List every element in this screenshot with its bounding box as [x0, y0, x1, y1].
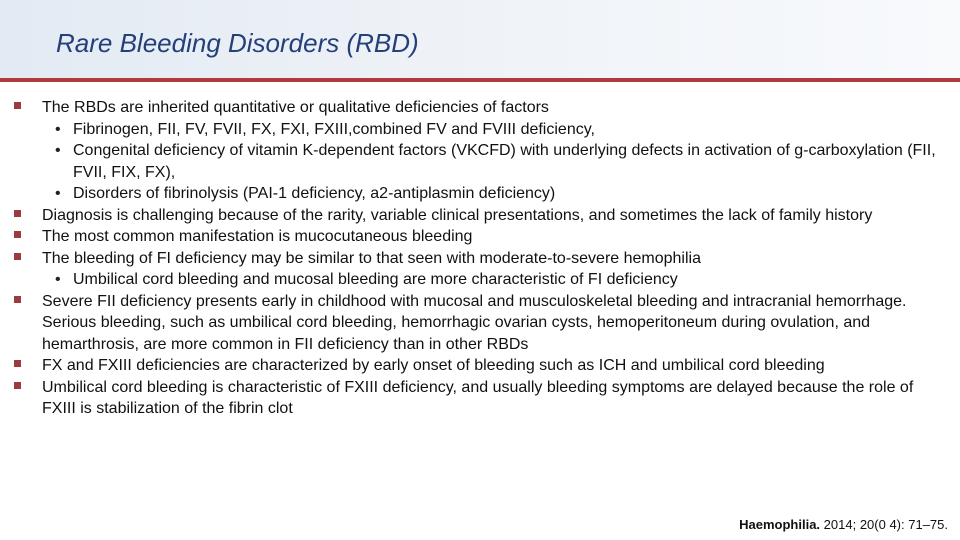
- square-bullet-icon: [14, 231, 21, 238]
- bullet-item: [14, 205, 949, 227]
- bullet-text: Umbilical cord bleeding is characteristic of FXIII deficiency, and usually bleeding symptoms are delayed because the role of FXIII is stabilization of the fibrin clot: [42, 378, 914, 417]
- sub-bullet-text: Disorders of fibrinolysis (PAI-1 deficiency, a2-antiplasmin deficiency): [73, 185, 556, 202]
- citation: [739, 517, 948, 532]
- bullet-item: [14, 377, 949, 420]
- dot-bullet-icon: •: [55, 120, 61, 138]
- bullet-item: [14, 291, 949, 356]
- bullet-text: The bleeding of FI deficiency may be similar to that seen with moderate-to-severe hemophilia: [42, 249, 701, 267]
- sub-bullet-item: [14, 140, 949, 183]
- sub-bullet-text: Congenital deficiency of vitamin K-dependent factors (VKCFD) with underlying defects in activation of g-carboxylation (FII, FVII, FIX, FX),: [73, 142, 936, 181]
- dot-bullet-icon: •: [55, 185, 61, 202]
- bullet-text: FX and FXIII deficiencies are characterized by early onset of bleeding such as ICH and umbilical cord bleeding: [42, 357, 825, 374]
- citation-details: 2014; 20(0 4): 71–75.: [823, 517, 948, 532]
- bullet-text: The RBDs are inherited quantitative or qualitative deficiencies of factors: [42, 99, 549, 116]
- bullet-item: [14, 248, 949, 270]
- bullet-text: Diagnosis is challenging because of the rarity, variable clinical presentations, and sometimes the lack of family history: [42, 206, 873, 224]
- square-bullet-icon: [14, 382, 21, 389]
- square-bullet-icon: [14, 210, 21, 217]
- square-bullet-icon: [14, 102, 21, 109]
- bullet-text: Severe FII deficiency presents early in childhood with mucosal and musculoskeletal bleeding and intracranial hemorrhage. Serious bleeding, such as umbilical cord bleeding, hemorrhagic ovarian cysts, hemoperitoneum during ovulation, and hemarthrosis, are more common in FII deficiency than in other RBDs: [42, 292, 907, 353]
- sub-bullet-item: [14, 269, 949, 291]
- dot-bullet-icon: •: [55, 271, 61, 288]
- square-bullet-icon: [14, 296, 21, 303]
- square-bullet-icon: [14, 253, 21, 260]
- sub-bullet-text: Umbilical cord bleeding and mucosal bleeding are more characteristic of FI deficiency: [73, 271, 678, 288]
- bullet-list: [14, 97, 949, 420]
- bullet-text: The most common manifestation is mucocutaneous bleeding: [42, 228, 473, 245]
- square-bullet-icon: [14, 360, 21, 367]
- bullet-item: [14, 355, 949, 377]
- header-divider: [0, 78, 960, 82]
- sub-bullet-item: [14, 119, 949, 141]
- slide-title: Rare Bleeding Disorders (RBD): [56, 28, 419, 58]
- bullet-item: [14, 226, 949, 248]
- sub-bullet-text: Fibrinogen, FII, FV, FVII, FX, FXI, FXIII,combined FV and FVIII deficiency,: [73, 120, 595, 138]
- sub-bullet-item: [14, 183, 949, 205]
- citation-journal: Haemophilia.: [739, 517, 821, 532]
- bullet-item: [14, 97, 949, 119]
- dot-bullet-icon: •: [55, 142, 61, 159]
